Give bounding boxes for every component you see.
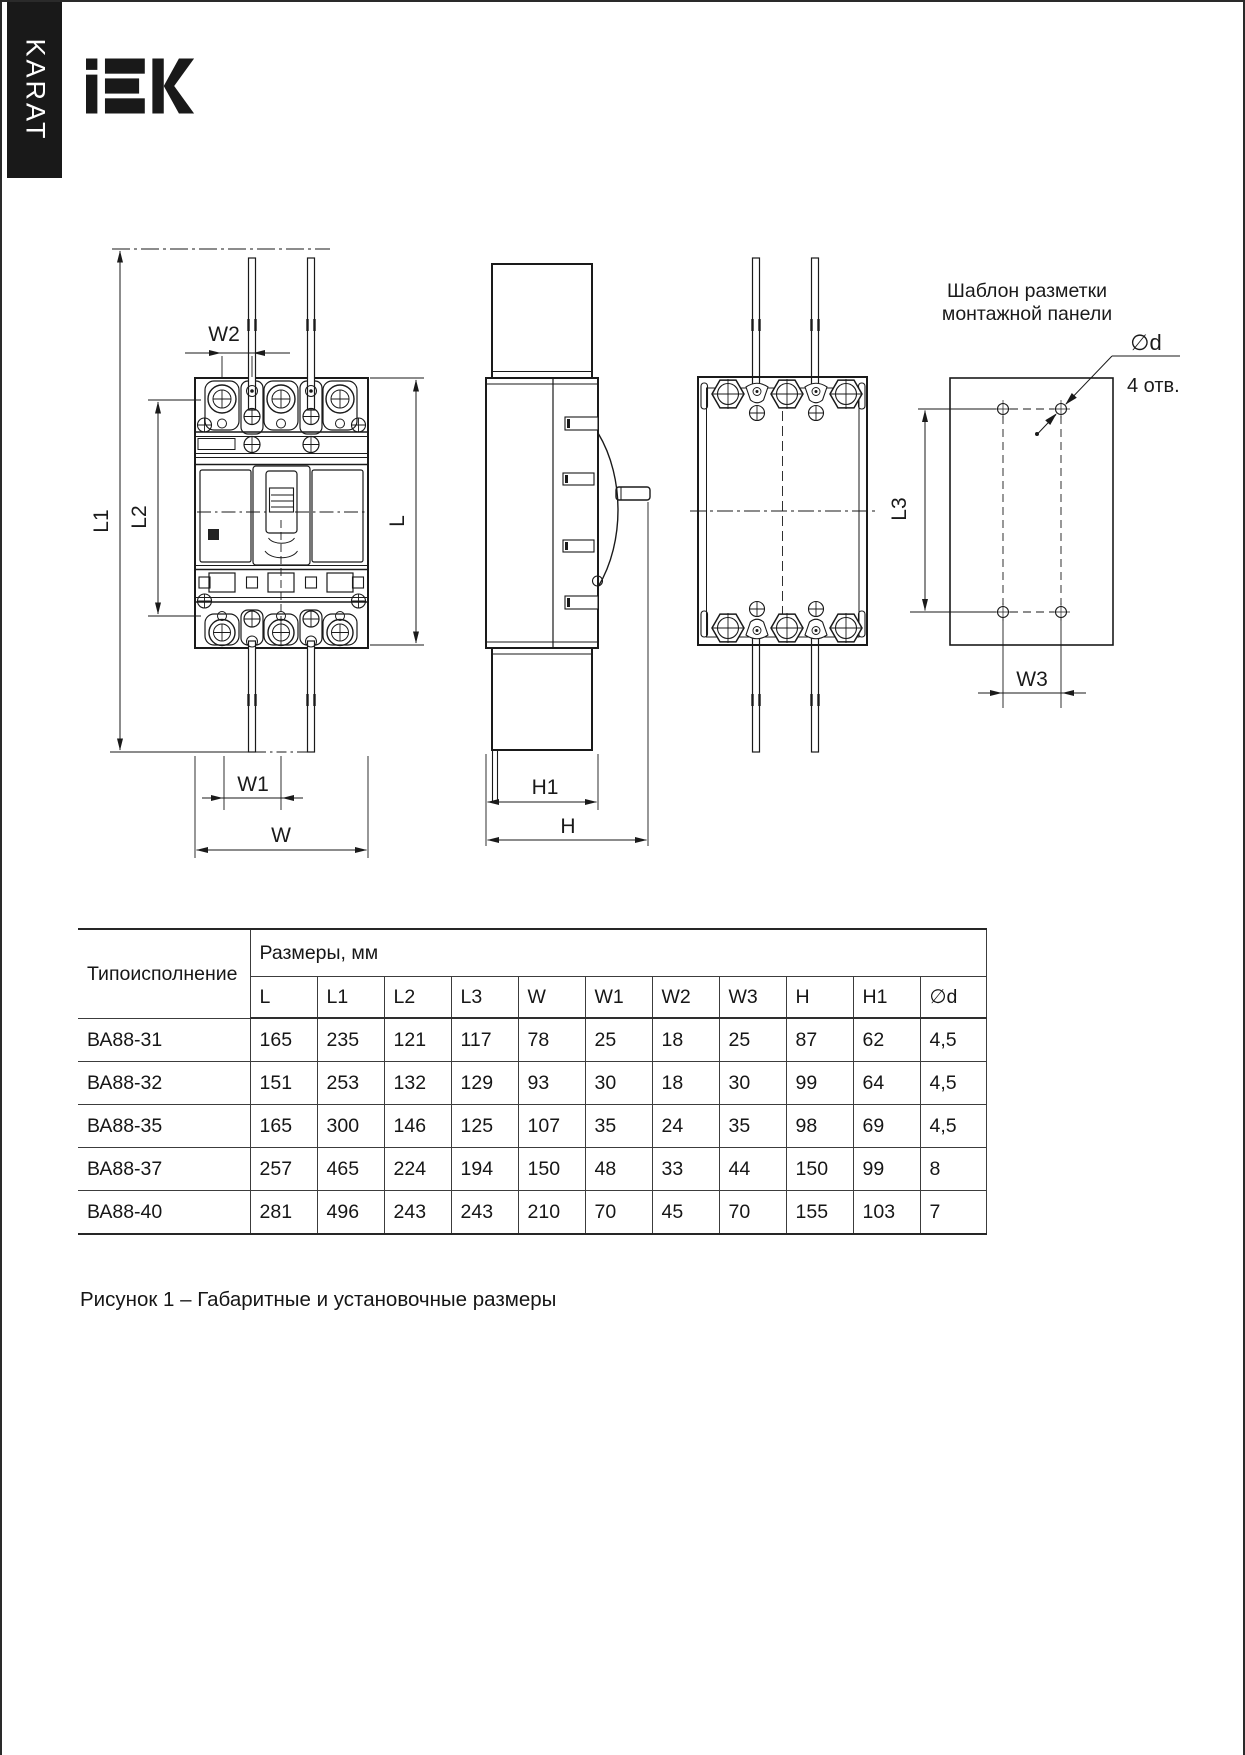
table-cell: 45 bbox=[652, 1191, 719, 1235]
table-cell: 281 bbox=[250, 1191, 317, 1235]
table-cell: 132 bbox=[384, 1062, 451, 1105]
column-header: W2 bbox=[652, 977, 719, 1019]
column-header: L2 bbox=[384, 977, 451, 1019]
table-cell: 44 bbox=[719, 1148, 786, 1191]
dim-label-w2: W2 bbox=[208, 323, 240, 346]
iek-logo bbox=[86, 58, 196, 114]
row-name: ВА88-32 bbox=[78, 1062, 250, 1105]
column-header: W3 bbox=[719, 977, 786, 1019]
table-cell: 99 bbox=[786, 1062, 853, 1105]
table-cell: 70 bbox=[719, 1191, 786, 1235]
dimensions-table bbox=[78, 928, 987, 1235]
holes-note: 4 отв. bbox=[1127, 375, 1180, 397]
table-cell: 300 bbox=[317, 1105, 384, 1148]
table-cell: 18 bbox=[652, 1062, 719, 1105]
table-cell: 98 bbox=[786, 1105, 853, 1148]
row-name: ВА88-37 bbox=[78, 1148, 250, 1191]
karat-label: KARAT bbox=[20, 38, 50, 142]
mounting-template bbox=[910, 356, 1180, 708]
dim-label-w: W bbox=[271, 824, 291, 847]
table-row bbox=[78, 1018, 986, 1062]
dim-label-w1: W1 bbox=[237, 773, 269, 796]
table-cell: 150 bbox=[518, 1148, 585, 1191]
table-cell: 87 bbox=[786, 1018, 853, 1062]
dim-label-l2: L2 bbox=[128, 505, 151, 529]
table-header-type: Типоисполнение bbox=[78, 929, 250, 1018]
column-header: H1 bbox=[853, 977, 920, 1019]
table-cell: 35 bbox=[719, 1105, 786, 1148]
table-cell: 107 bbox=[518, 1105, 585, 1148]
front-face-curve bbox=[598, 433, 618, 587]
table-cell: 25 bbox=[719, 1018, 786, 1062]
table-cell: 165 bbox=[250, 1018, 317, 1062]
table-cell: 48 bbox=[585, 1148, 652, 1191]
karat-sidebar bbox=[7, 2, 62, 178]
dim-label-h: H bbox=[560, 815, 576, 838]
table-header-group: Размеры, мм bbox=[250, 929, 986, 977]
table-row bbox=[78, 1105, 986, 1148]
table-cell: 35 bbox=[585, 1105, 652, 1148]
table-cell: 30 bbox=[719, 1062, 786, 1105]
table-cell: 253 bbox=[317, 1062, 384, 1105]
table-cell: 224 bbox=[384, 1148, 451, 1191]
column-header: L bbox=[250, 977, 317, 1019]
table-cell: 243 bbox=[384, 1191, 451, 1235]
table-cell: 257 bbox=[250, 1148, 317, 1191]
column-header: W bbox=[518, 977, 585, 1019]
table-row bbox=[78, 1062, 986, 1105]
table-cell: 64 bbox=[853, 1062, 920, 1105]
rear-view bbox=[690, 258, 876, 752]
template-title-line2: монтажной панели bbox=[941, 303, 1113, 325]
figure-1-drawings bbox=[0, 230, 1245, 890]
dim-label-diameter: ∅d bbox=[1130, 330, 1162, 355]
column-header: H bbox=[786, 977, 853, 1019]
table-cell: 146 bbox=[384, 1105, 451, 1148]
table-cell: 151 bbox=[250, 1062, 317, 1105]
table-cell: 129 bbox=[451, 1062, 518, 1105]
table-cell: 121 bbox=[384, 1018, 451, 1062]
table-cell: 103 bbox=[853, 1191, 920, 1235]
table-cell: 8 bbox=[920, 1148, 986, 1191]
table-cell: 93 bbox=[518, 1062, 585, 1105]
table-cell: 33 bbox=[652, 1148, 719, 1191]
table-cell: 496 bbox=[317, 1191, 384, 1235]
column-header: L1 bbox=[317, 977, 384, 1019]
table-cell: 125 bbox=[451, 1105, 518, 1148]
dim-label-l: L bbox=[386, 515, 409, 527]
table-cell: 18 bbox=[652, 1018, 719, 1062]
busbars-top bbox=[249, 258, 315, 410]
table-cell: 210 bbox=[518, 1191, 585, 1235]
table-cell: 165 bbox=[250, 1105, 317, 1148]
table-cell: 150 bbox=[786, 1148, 853, 1191]
side-view bbox=[486, 264, 650, 802]
mounting-holes bbox=[998, 404, 1067, 618]
table-cell: 62 bbox=[853, 1018, 920, 1062]
figure-caption: Рисунок 1 – Габаритные и установочные размеры bbox=[80, 1288, 557, 1311]
table-cell: 30 bbox=[585, 1062, 652, 1105]
table-cell: 465 bbox=[317, 1148, 384, 1191]
dim-label-w3: W3 bbox=[1016, 668, 1048, 691]
column-header: L3 bbox=[451, 977, 518, 1019]
table-cell: 117 bbox=[451, 1018, 518, 1062]
table-cell: 4,5 bbox=[920, 1062, 986, 1105]
template-title-line1: Шаблон разметки bbox=[946, 280, 1108, 302]
dimension-lines bbox=[110, 249, 648, 858]
column-header: W1 bbox=[585, 977, 652, 1019]
dim-label-h1: H1 bbox=[531, 776, 559, 799]
row-name: ВА88-35 bbox=[78, 1105, 250, 1148]
table-cell: 70 bbox=[585, 1191, 652, 1235]
table-cell: 155 bbox=[786, 1191, 853, 1235]
table-cell: 243 bbox=[451, 1191, 518, 1235]
table-cell: 4,5 bbox=[920, 1018, 986, 1062]
table-row bbox=[78, 1148, 986, 1191]
table-cell: 194 bbox=[451, 1148, 518, 1191]
dim-label-l1: L1 bbox=[90, 509, 113, 533]
busbars-bottom bbox=[249, 641, 315, 752]
table-cell: 78 bbox=[518, 1018, 585, 1062]
table-cell: 7 bbox=[920, 1191, 986, 1235]
row-name: ВА88-31 bbox=[78, 1018, 250, 1062]
table-cell: 235 bbox=[317, 1018, 384, 1062]
column-header: ∅d bbox=[920, 977, 986, 1019]
table-cell: 25 bbox=[585, 1018, 652, 1062]
dim-label-l3: L3 bbox=[888, 497, 911, 521]
row-name: ВА88-40 bbox=[78, 1191, 250, 1235]
table-row bbox=[78, 1191, 986, 1235]
table-cell: 69 bbox=[853, 1105, 920, 1148]
table-cell: 4,5 bbox=[920, 1105, 986, 1148]
table-cell: 99 bbox=[853, 1148, 920, 1191]
table-cell: 24 bbox=[652, 1105, 719, 1148]
